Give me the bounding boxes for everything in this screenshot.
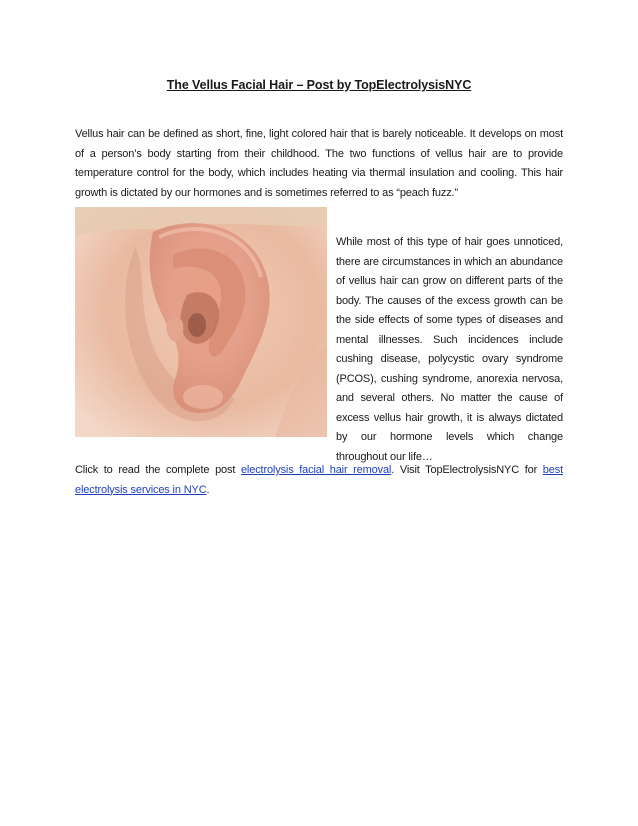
best-electrolysis-services-link[interactable]: best electrolysis services in NYC [75, 464, 563, 496]
electrolysis-facial-hair-removal-link[interactable]: electrolysis facial hair removal [240, 464, 392, 476]
closing-text-1: Click to read the complete post [75, 464, 241, 476]
closing-paragraph [75, 461, 563, 500]
intro-paragraph: Vellus hair can be defined as short, fine, light colored hair that is barely noticeable. It develops on most of a person’s body starting from their childhood. The two functions of vellus hair are to provide temperature control for the body, which includes heating via thermal insulation and cooling. This hair growth is dictated by our hormones and is sometimes referred to as “peach fuzz.” [75, 128, 563, 199]
ear-photo [75, 207, 327, 437]
closing-text-3: . [206, 483, 210, 496]
page-title: The Vellus Facial Hair – Post by TopElectrolysisNYC [166, 78, 472, 92]
side-paragraph: While most of this type of hair goes unnoticed, there are circumstances in which an abundance of vellus hair can grow on different parts of the body. The causes of the excess growth can be the side effects of some types of diseases and mental illnesses. Such incidences include cushing disease, polycystic ovary syndrome (PCOS), cushing syndrome, anorexia nervosa, and several others. No matter the cause of excess vellus hair growth, it is always dictated by our hormone levels which change throughout our life… [336, 236, 563, 463]
ear-illustration [75, 207, 327, 437]
closing-text-2: . Visit TopElectrolysisNYC for [391, 464, 543, 476]
